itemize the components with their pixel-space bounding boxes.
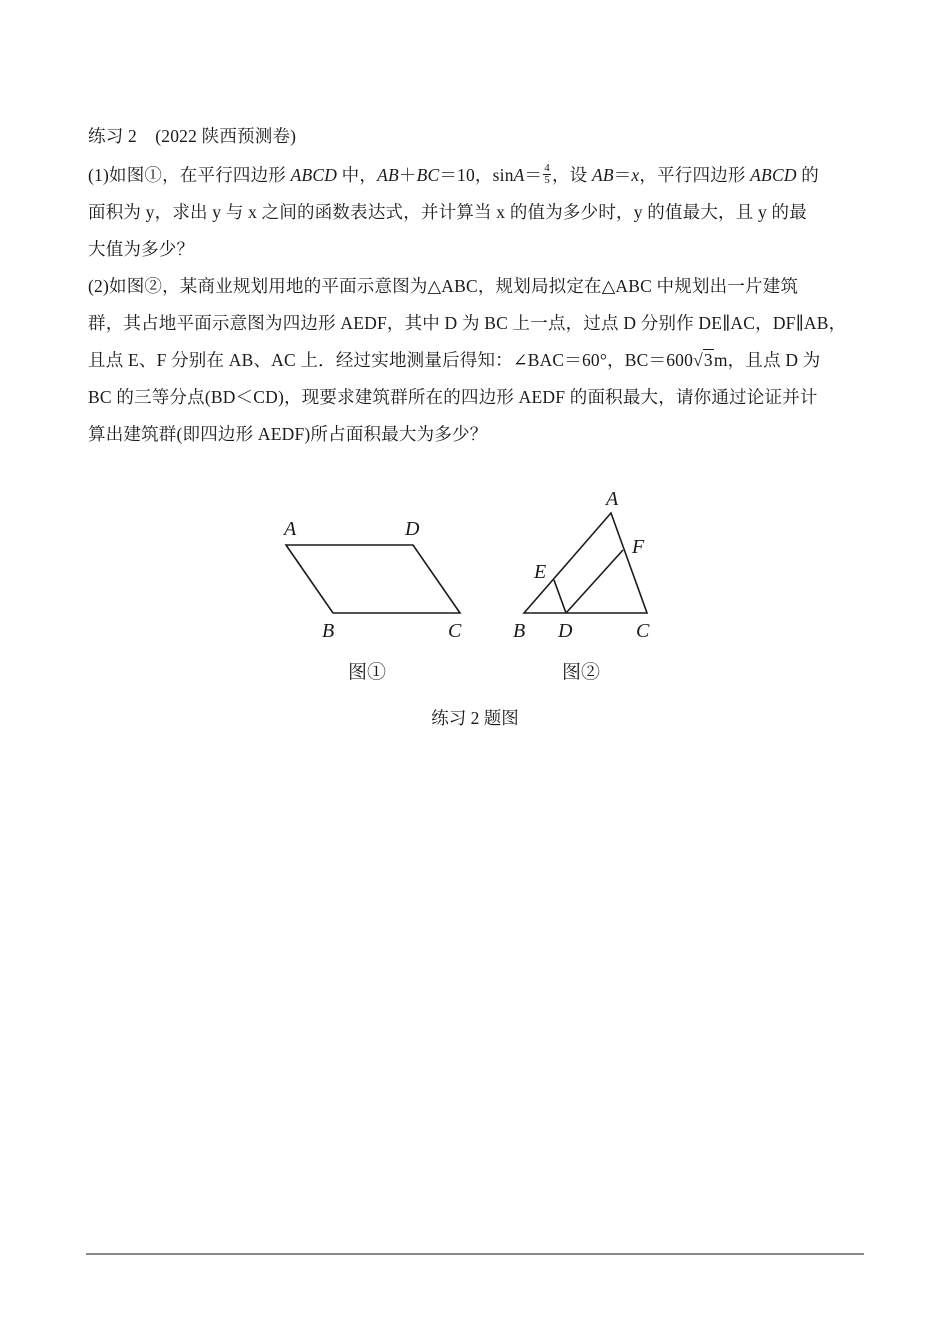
fraction-four-fifths: $\frac{4}{5}$ [544,162,550,187]
part2-line4: BC 的三等分点(BD＜CD)，现要求建筑群所在的四边形 AEDF 的面积最大，请你通过论证并计 [88,387,818,407]
fig1-label-d: D [405,518,420,540]
sqrt-symbol: √3 [693,350,713,370]
part2-line3: 且点 E、F 分别在 AB、AC 上．经过实地测量后得知：∠BAC＝60°，BC＝600√3m，且点 D 为 [88,342,864,379]
figures [270,485,670,695]
fig1-label-a: A [284,518,297,540]
part2-line5: 算出建筑群(即四边形 AEDF)所占面积最大为多少？ [88,424,488,444]
fig2-label-a: A [606,488,619,510]
footer-divider [86,1253,864,1255]
fig2-label-b: B [513,620,526,642]
problem-title: 练习 2 [88,126,137,146]
figure-caption: 练习 2 题图 [431,708,519,728]
part1-line3: 大值为多少？ [88,239,195,259]
fig2-caption: 图② [562,662,601,683]
problem-text [88,118,864,453]
problem-heading [88,118,864,155]
fig2-label-e: E [534,561,547,583]
fig2-label-d: D [558,620,573,642]
fig2-label-f: F [632,536,645,558]
fig1-label-b: B [322,620,335,642]
figure-1-parallelogram [286,545,460,613]
part2-line2: 群，其占地平面示意图为四边形 AEDF，其中 D 为 BC 上一点，过点 D 分别作 DE∥AC，DF∥AB， [88,313,847,333]
part2-line1: (2)如图②，某商业规划用地的平面示意图为△ABC，规划局拟定在△ABC 中规划出一片建筑 [88,276,799,296]
part1-line1: (1)如图①，在平行四边形 ABCD 中，AB＋BC＝10，sinA＝ $\frac{4}{5}$ ，设 AB＝x，平行四边形 ABCD 的 [88,162,819,187]
fig1-caption: 图① [348,662,387,683]
fig1-label-c: C [448,620,462,642]
problem-source: (2022 陕西预测卷) [155,126,297,146]
fig2-label-c: C [636,620,650,642]
geometry-figures [270,485,670,695]
part1-line2: 面积为 y，求出 y 与 x 之间的函数表达式，并计算当 x 的值为多少时，y 的值最大，且 y 的最 [88,202,807,222]
